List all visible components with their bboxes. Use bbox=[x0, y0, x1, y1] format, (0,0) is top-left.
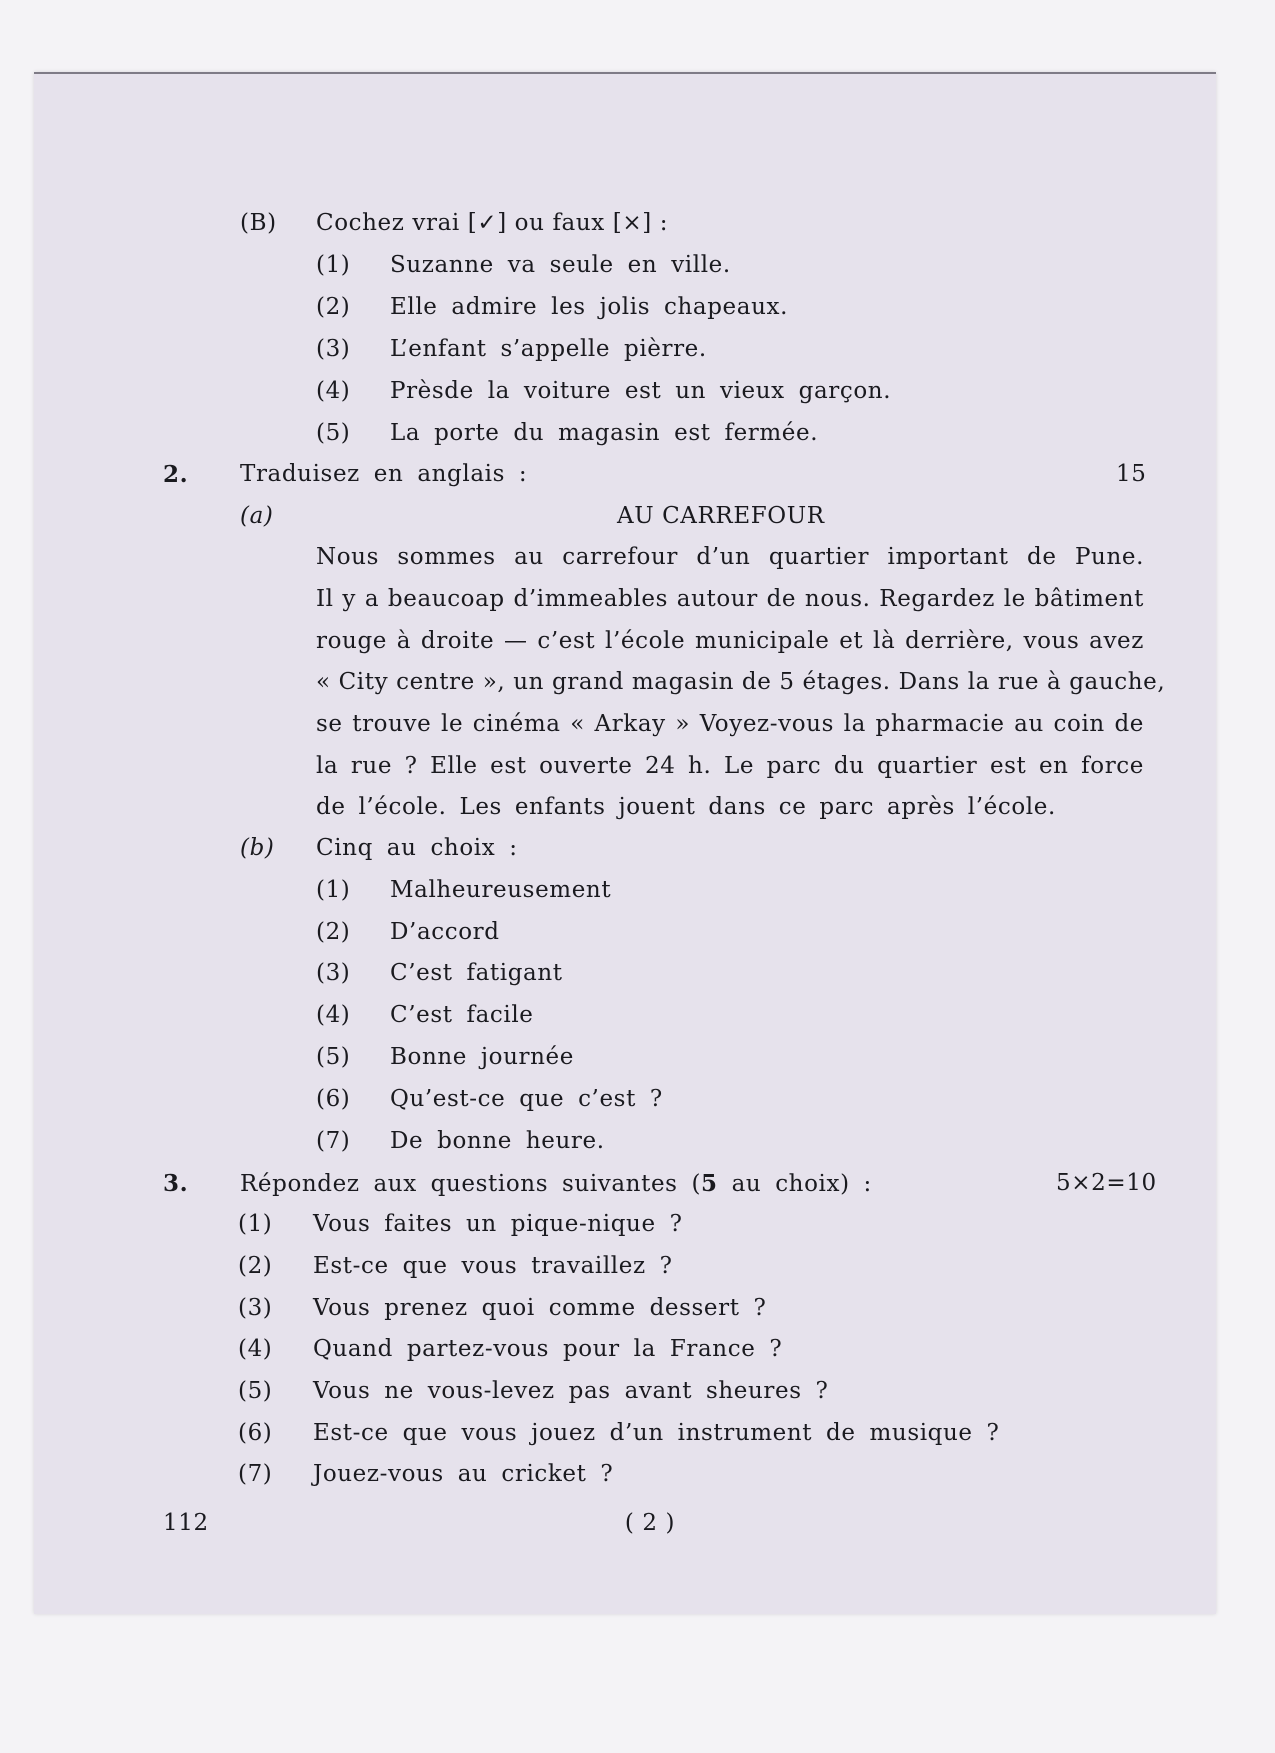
passage-line: la rue ? Elle est ouverte 24 h. Le parc du quartier est en force bbox=[316, 753, 1144, 779]
part-a-label: (a) bbox=[240, 503, 274, 529]
paper-code: 112 bbox=[163, 1510, 209, 1536]
section-b-item-text: Suzanne va seule en ville. bbox=[390, 252, 731, 278]
part-b-item-text: Qu’est-ce que c’est ? bbox=[390, 1086, 663, 1112]
passage-line: rouge à droite — c’est l’école municipale et là derrière, vous avez bbox=[316, 628, 1144, 654]
question-2-marks: 15 bbox=[1116, 461, 1147, 487]
question-3-item-num: (3) bbox=[238, 1295, 273, 1321]
part-b-item-num: (3) bbox=[316, 960, 351, 986]
question-3-title-count: 5 bbox=[701, 1170, 718, 1197]
question-3-item-num: (6) bbox=[238, 1420, 273, 1446]
section-b-item-num: (4) bbox=[316, 378, 351, 404]
section-b-item-num: (1) bbox=[316, 252, 351, 278]
part-b-item-text: C’est facile bbox=[390, 1002, 534, 1028]
passage-line: se trouve le cinéma « Arkay » Voyez-vous la pharmacie au coin de bbox=[316, 711, 1144, 737]
part-b-title: Cinq au choix : bbox=[316, 835, 518, 861]
section-b-item-num: (3) bbox=[316, 336, 351, 362]
passage-line: Nous sommes au carrefour d’un quartier important de Pune. bbox=[316, 544, 1144, 570]
page-number: ( 2 ) bbox=[624, 1510, 676, 1536]
part-b-item-text: De bonne heure. bbox=[390, 1128, 605, 1154]
passage-line: Il y a beaucoap d’immeables autour de nous. Regardez le bâtiment bbox=[316, 586, 1144, 612]
section-b-item-text: Elle admire les jolis chapeaux. bbox=[390, 294, 788, 320]
part-b-label: (b) bbox=[240, 835, 275, 861]
question-3-item-text: Vous faites un pique-nique ? bbox=[313, 1211, 683, 1237]
passage-heading: AU CARREFOUR bbox=[617, 503, 825, 529]
question-3-item-num: (4) bbox=[238, 1336, 273, 1362]
question-3-item-text: Vous prenez quoi comme dessert ? bbox=[313, 1295, 767, 1321]
part-b-item-text: C’est fatigant bbox=[390, 960, 563, 986]
part-b-item-num: (1) bbox=[316, 877, 351, 903]
question-3-item-text: Est-ce que vous travaillez ? bbox=[313, 1253, 673, 1279]
question-3-title bbox=[240, 1172, 872, 1196]
question-3-item-text: Vous ne vous-levez pas avant sheures ? bbox=[313, 1378, 829, 1404]
passage-line: de l’école. Les enfants jouent dans ce parc après l’école. bbox=[316, 794, 1056, 820]
section-b-label: (B) bbox=[240, 210, 277, 236]
question-3-title-post: au choix) : bbox=[717, 1171, 872, 1197]
question-3-item-num: (5) bbox=[238, 1378, 273, 1404]
question-3-item-num: (2) bbox=[238, 1253, 273, 1279]
section-b-item-text: L’enfant s’appelle pièrre. bbox=[390, 336, 707, 362]
question-3-item-text: Quand partez-vous pour la France ? bbox=[313, 1336, 783, 1362]
part-b-item-num: (4) bbox=[316, 1002, 351, 1028]
part-b-item-num: (7) bbox=[316, 1128, 351, 1154]
part-b-item-text: Bonne journée bbox=[390, 1044, 574, 1070]
page-top-rule bbox=[34, 72, 1216, 74]
part-b-item-num: (5) bbox=[316, 1044, 351, 1070]
section-b-item-text: La porte du magasin est fermée. bbox=[390, 420, 819, 446]
section-b-item-num: (2) bbox=[316, 294, 351, 320]
question-3-item-num: (7) bbox=[238, 1461, 273, 1487]
question-2-title: Traduisez en anglais : bbox=[240, 461, 528, 487]
section-b-title: Cochez vrai [✓] ou faux [×] : bbox=[316, 210, 669, 236]
part-b-item-num: (2) bbox=[316, 919, 351, 945]
question-3-item-num: (1) bbox=[238, 1211, 273, 1237]
question-2-number: 2. bbox=[163, 461, 189, 488]
question-3-marks: 5×2=10 bbox=[1056, 1170, 1157, 1196]
part-b-item-num: (6) bbox=[316, 1086, 351, 1112]
question-3-item-text: Jouez-vous au cricket ? bbox=[313, 1461, 614, 1487]
part-b-item-text: Malheureusement bbox=[390, 877, 612, 903]
section-b-item-num: (5) bbox=[316, 420, 351, 446]
passage-line: « City centre », un grand magasin de 5 étages. Dans la rue à gauche, bbox=[316, 669, 1166, 695]
question-3-item-text: Est-ce que vous jouez d’un instrument de musique ? bbox=[313, 1420, 1000, 1446]
section-b-item-text: Prèsde la voiture est un vieux garçon. bbox=[390, 378, 892, 404]
question-3-number: 3. bbox=[163, 1170, 189, 1197]
part-b-item-text: D’accord bbox=[390, 919, 500, 945]
question-3-title-pre: Répondez aux questions suivantes ( bbox=[240, 1171, 702, 1197]
